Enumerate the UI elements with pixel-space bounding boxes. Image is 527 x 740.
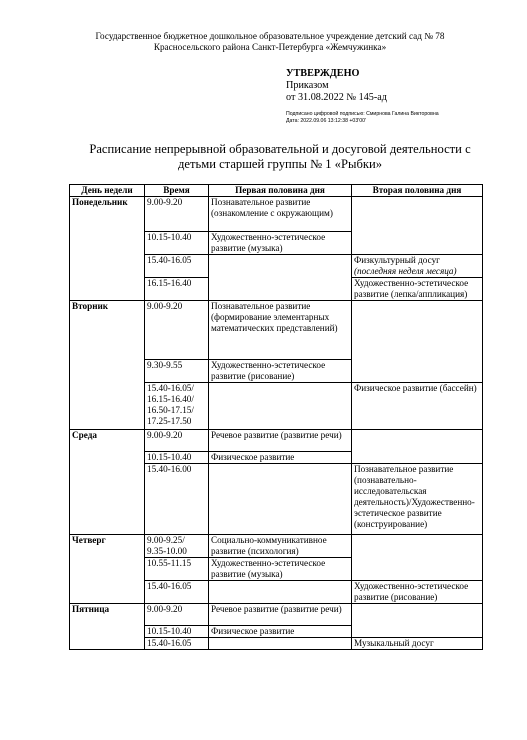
table-row [70,301,483,360]
second-half-cell [352,430,483,464]
first-half-cell: Физическое развитие [209,452,352,464]
second-half-cell: Художественно-эстетическое развитие (лепка/аппликация) [352,278,483,301]
approval-order: Приказом [286,80,329,91]
document-title-line-2: детьми старшей группы № 1 «Рыбки» [177,157,383,171]
first-half-cell: Речевое развитие (развитие речи) [209,430,352,452]
first-half-cell [209,581,352,604]
signature-signer: Подписано цифровой подписью: Смирнова Галина Викторовна [286,111,439,117]
activity-note: (последняя неделя месяца) [354,266,457,276]
day-cell: Понедельник [70,197,145,301]
table-row [70,604,483,626]
table-row [70,535,483,558]
second-half-cell: Художественно-эстетическое развитие (рисование) [352,581,483,604]
organization-header [40,31,500,53]
time-cell: 10.15-10.40 [145,626,209,638]
time-cell: 9.00-9.25/ 9.35-10.00 [145,535,209,558]
table-row [70,197,483,232]
time-cell: 9.00-9.20 [145,301,209,360]
first-half-cell [209,638,352,650]
first-half-cell [209,255,352,301]
schedule-table [69,184,483,650]
time-cell: 10.15-10.40 [145,452,209,464]
first-half-cell: Познавательное развитие (формирование элементарных математических представлений) [209,301,352,360]
day-cell: Четверг [70,535,145,604]
second-half-cell [352,604,483,638]
first-half-cell: Художественно-эстетическое развитие (музыка) [209,558,352,581]
time-cell: 9.00-9.20 [145,197,209,232]
first-half-cell [209,383,352,430]
time-cell: 15.40-16.05 [145,581,209,604]
first-half-cell: Художественно-эстетическое развитие (рисование) [209,360,352,383]
first-half-cell: Речевое развитие (развитие речи) [209,604,352,626]
approval-title: УТВЕРЖДЕНО [286,68,360,79]
header-time: Время [145,185,209,197]
table-row [70,430,483,452]
time-cell: 16.15-16.40 [145,278,209,301]
second-half-cell: Физическое развитие (бассейн) [352,383,483,430]
second-half-cell: Музыкальный досуг [352,638,483,650]
document-title-line-1: Расписание непрерывной образовательной и досуговой деятельности с [89,142,471,156]
approval-block [286,68,387,104]
day-cell: Пятница [70,604,145,650]
signature-date: Дата: 2022.09.06 13:12:38 +03'00' [286,118,366,124]
time-cell: 10.55-11.15 [145,558,209,581]
second-half-cell [352,535,483,581]
activity-text: Физкультурный досуг [354,255,440,265]
time-cell: 15.40-16.05 [145,638,209,650]
time-cell: 9.00-9.20 [145,604,209,626]
first-half-cell: Социально-коммуникативное развитие (психология) [209,535,352,558]
first-half-cell [209,464,352,535]
day-cell: Вторник [70,301,145,430]
second-half-cell [352,197,483,255]
time-cell: 15.40-16.00 [145,464,209,535]
second-half-cell [352,255,483,278]
second-half-cell: Познавательное развитие (познавательно-исследовательская деятельность)/Художественно-эстетическое развитие (конструирование) [352,464,483,535]
time-cell: 9.00-9.20 [145,430,209,452]
second-half-cell [352,301,483,383]
first-half-cell: Художественно-эстетическое развитие (музыка) [209,232,352,255]
header-day: День недели [70,185,145,197]
time-cell: 15.40-16.05/ 16.15-16.40/ 16.50-17.15/ 17.25-17.50 [145,383,209,430]
digital-signature [286,111,439,125]
time-cell: 9.30-9.55 [145,360,209,383]
document-title [60,142,500,172]
table-header-row [70,185,483,197]
approval-date: от 31.08.2022 № 145-ад [286,92,387,103]
time-cell: 10.15-10.40 [145,232,209,255]
header-first-half: Первая половина дня [209,185,352,197]
first-half-cell: Познавательное развитие (ознакомление с окружающим) [209,197,352,232]
organization-line-1: Государственное бюджетное дошкольное образовательное учреждение детский сад № 78 [95,31,445,41]
header-second-half: Вторая половина дня [352,185,483,197]
day-cell: Среда [70,430,145,535]
organization-line-2: Красносельского района Санкт-Петербурга «Жемчужинка» [153,42,387,52]
first-half-cell: Физическое развитие [209,626,352,638]
time-cell: 15.40-16.05 [145,255,209,278]
